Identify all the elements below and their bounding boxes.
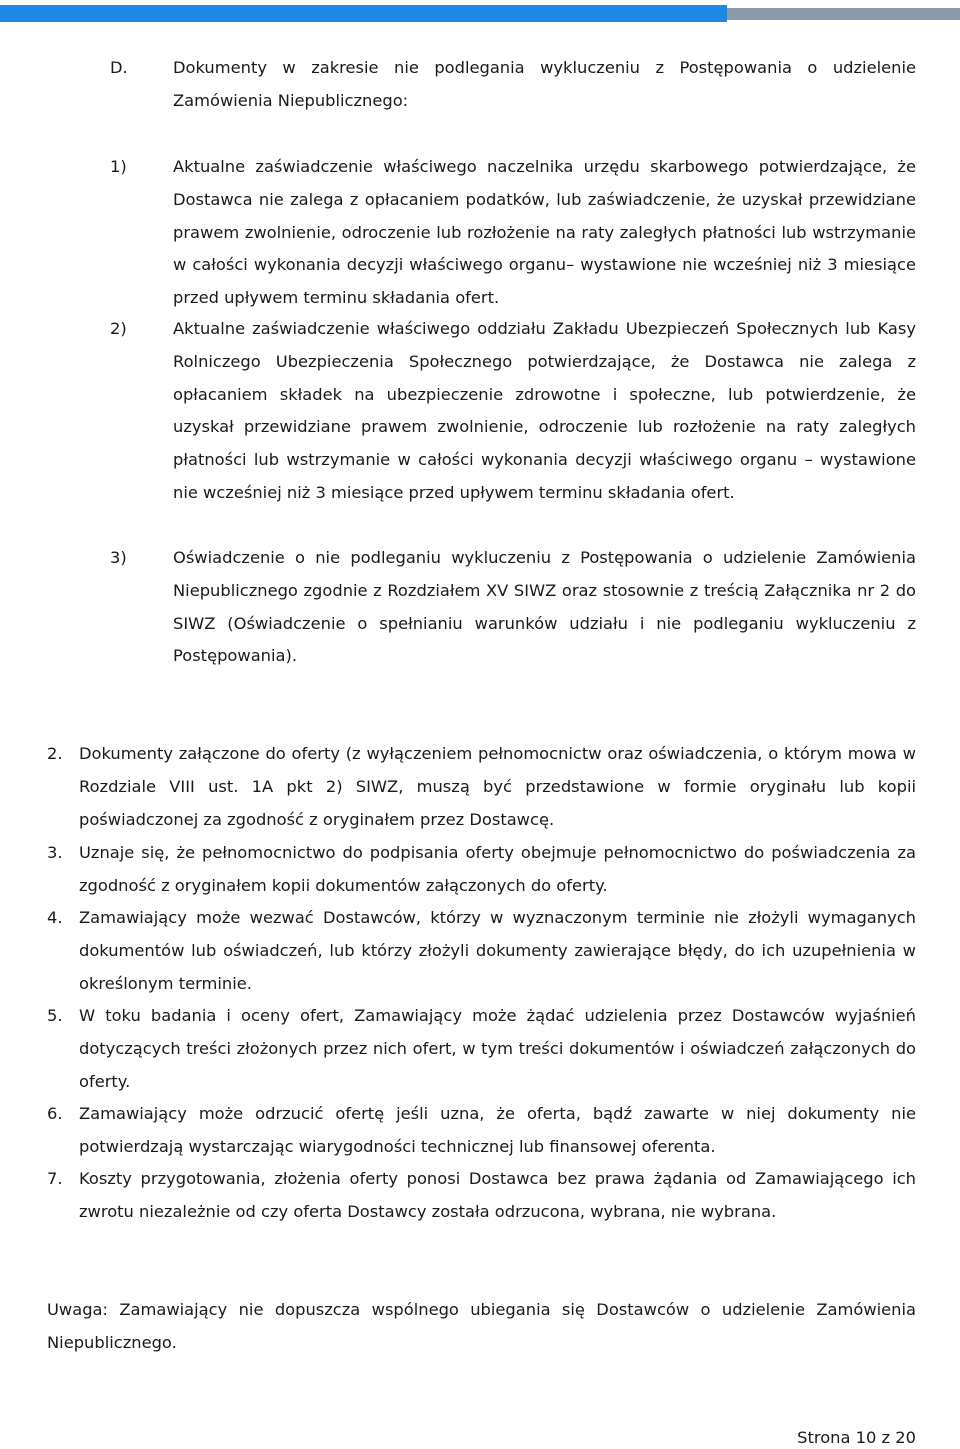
note	[47, 1294, 916, 1360]
page-number: Strona 10 z 20	[797, 1428, 916, 1447]
point-text: Zamawiający może odrzucić ofertę jeśli uzna, że oferta, bądź zawarte w niej dokumenty nie potwierdzają wystarczając wiarygodności technicznej lub finansowej oferenta.	[79, 1104, 916, 1156]
header-bar-blue	[0, 5, 727, 22]
point-7	[47, 1163, 916, 1229]
section-d	[110, 52, 916, 118]
subitem-text: Aktualne zaświadczenie właściwego oddziału Zakładu Ubezpieczeń Społecznych lub Kasy Rolniczego Ubezpieczenia Społecznego potwierdzające, że Dostawca nie zalega z opłacaniem składek na ubezpieczenie zdrowotne i społeczne, lub potwierdzenie, że uzyskał przewidziane prawem zwolnienie, odroczenie lub rozłożenie na raty zaległych płatności lub wstrzymanie w całości wykonania decyzji właściwego organu – wystawione nie wcześniej niż 3 miesiące przed upływem terminu składania ofert.	[173, 319, 916, 502]
point-text: Koszty przygotowania, złożenia oferty ponosi Dostawca bez prawa żądania od Zamawiającego ich zwrotu niezależnie od czy oferta Dostawcy została odrzucona, wybrana, nie wybrana.	[79, 1169, 916, 1221]
point-text: Zamawiający może wezwać Dostawców, którzy w wyznaczonym terminie nie złożyli wymaganych dokumentów lub oświadczeń, lub którzy złożyli dokumenty zawierające błędy, do ich uzupełnienia w określonym terminie.	[79, 908, 916, 993]
subitem-label: 3)	[110, 548, 127, 567]
point-label: 4.	[47, 908, 63, 927]
point-5	[47, 1000, 916, 1098]
point-text: W toku badania i oceny ofert, Zamawiający może żądać udzielenia przez Dostawców wyjaśnień dotyczących treści złożonych przez nich ofert, w tym treści dokumentów i oświadczeń załączonych do oferty.	[79, 1006, 916, 1091]
point-label: 3.	[47, 843, 63, 862]
point-2	[47, 738, 916, 836]
subitem-label: 2)	[110, 319, 127, 338]
subitem-3	[110, 542, 916, 673]
subitem-text: Oświadczenie o nie podleganiu wykluczeniu z Postępowania o udzielenie Zamówienia Niepublicznego zgodnie z Rozdziałem XV SIWZ oraz stosownie z treścią Załącznika nr 2 do SIWZ (Oświadczenie o spełnianiu warunków udziału i nie podleganiu wykluczeniu z Postępowania).	[173, 548, 916, 666]
section-d-text: Dokumenty w zakresie nie podlegania wykluczeniu z Postępowania o udzielenie Zamówienia Niepublicznego:	[173, 58, 916, 110]
header-bar	[0, 5, 960, 22]
subitem-1	[110, 151, 916, 315]
note-text: Uwaga: Zamawiający nie dopuszcza wspólnego ubiegania się Dostawców o udzielenie Zamówienia Niepublicznego.	[47, 1300, 916, 1352]
point-6	[47, 1098, 916, 1164]
header-bar-gray	[727, 8, 960, 20]
point-label: 7.	[47, 1169, 63, 1188]
point-3	[47, 837, 916, 903]
point-label: 5.	[47, 1006, 63, 1025]
subitem-text: Aktualne zaświadczenie właściwego naczelnika urzędu skarbowego potwierdzające, że Dostawca nie zalega z opłacaniem podatków, lub zaświadczenie, że uzyskał przewidziane prawem zwolnienie, odroczenie lub rozłożenie na raty zaległych płatności lub wstrzymanie w całości wykonania decyzji właściwego organu– wystawione nie wcześniej niż 3 miesiące przed upływem terminu składania ofert.	[173, 157, 916, 308]
subitem-2	[110, 313, 916, 510]
point-text: Dokumenty załączone do oferty (z wyłączeniem pełnomocnictw oraz oświadczenia, o którym mowa w Rozdziale VIII ust. 1A pkt 2) SIWZ, muszą być przedstawione w formie oryginału lub kopii poświadczonej za zgodność z oryginałem przez Dostawcę.	[79, 744, 916, 829]
point-4	[47, 902, 916, 1000]
point-text: Uznaje się, że pełnomocnictwo do podpisania oferty obejmuje pełnomocnictwo do poświadczenia za zgodność z oryginałem kopii dokumentów załączonych do oferty.	[79, 843, 916, 895]
point-label: 6.	[47, 1104, 63, 1123]
subitem-label: 1)	[110, 157, 127, 176]
point-label: 2.	[47, 744, 63, 763]
section-d-label: D.	[110, 58, 128, 77]
